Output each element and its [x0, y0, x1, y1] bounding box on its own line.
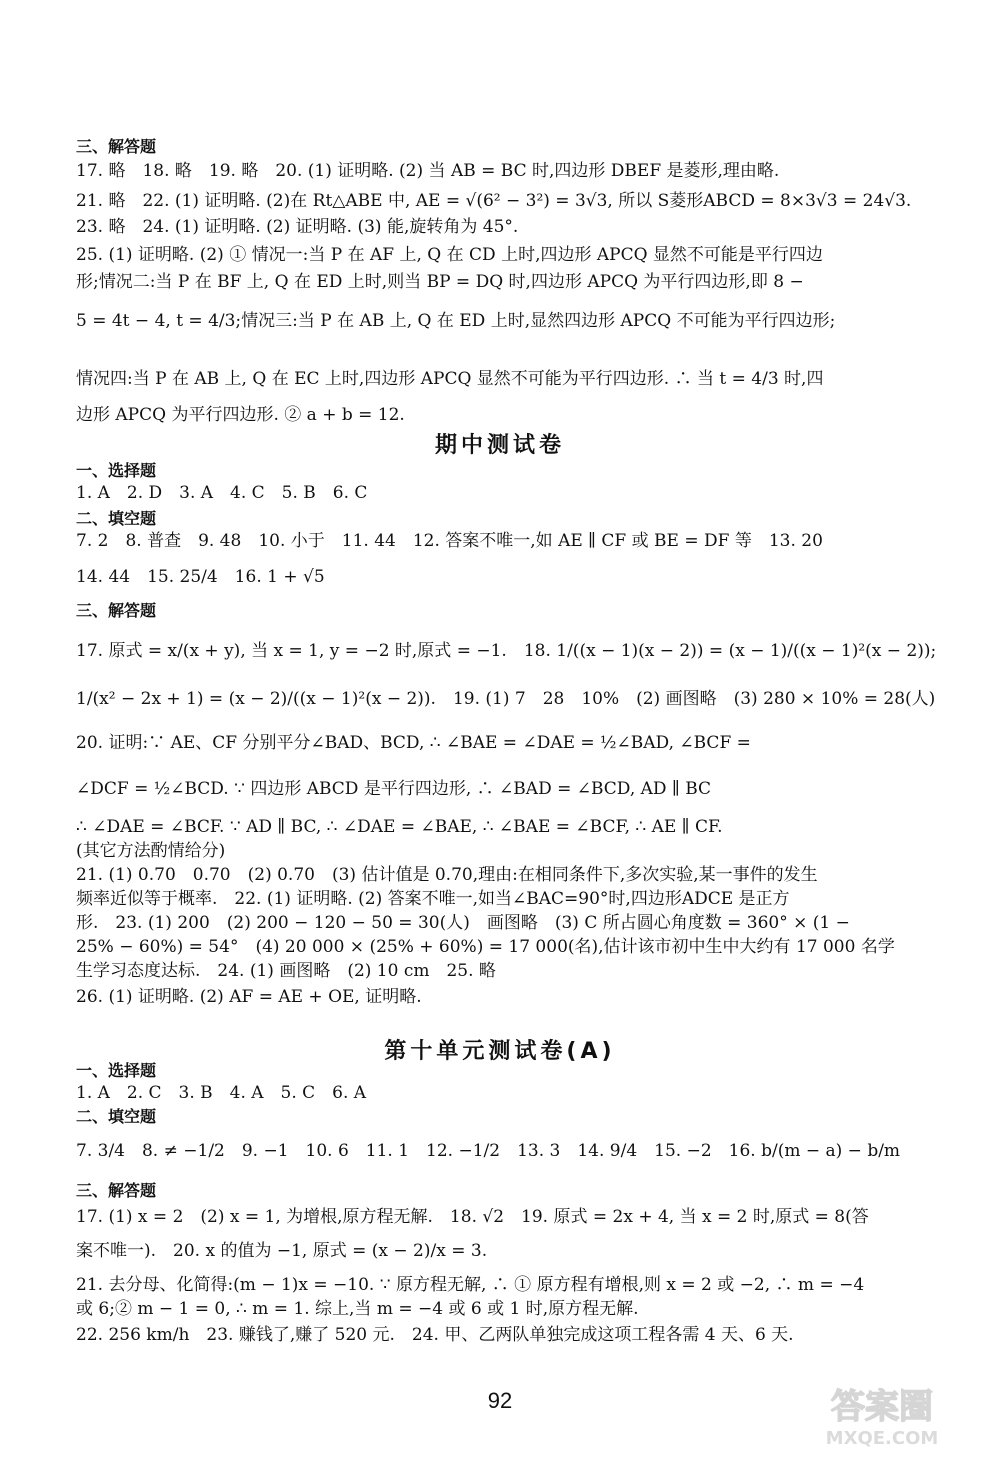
answer-line: 7. 3/4 8. ≠ −1/2 9. −1 10. 6 11. 1 12. −1/2 13. 3 14. 9/4 15. −2 16. b/(m − a) − b/m — [76, 1141, 901, 1161]
watermark-url: MXQE.COM — [825, 1428, 939, 1449]
answer-line: ∴ ∠DAE = ∠BCF. ∵ AD ∥ BC, ∴ ∠DAE = ∠BAE, ∴ ∠BAE = ∠BCF, ∴ AE ∥ CF. — [76, 817, 723, 837]
answer-line: (其它方法酌情给分) — [76, 841, 226, 861]
answer-line: 25% − 60%) = 54° (4) 20 000 × (25% + 60%) = 17 000(名),估计该市初中生中大约有 17 000 名学 — [76, 937, 895, 957]
section-heading: 二、填空题 — [76, 1107, 157, 1126]
answer-line: 5 = 4t − 4, t = 4/3;情况三:当 P 在 AB 上, Q 在 ED 上时,显然四边形 APCQ 不可能为平行四边形; — [76, 311, 836, 331]
watermark-logo — [782, 1380, 982, 1450]
answer-line: 17. 略 18. 略 19. 略 20. (1) 证明略. (2) 当 AB = BC 时,四边形 DBEF 是菱形,理由略. — [76, 161, 780, 181]
section-title-unit-ten: 第十单元测试卷(A) — [384, 1039, 616, 1064]
answer-line: 频率近似等于概率. 22. (1) 证明略. (2) 答案不唯一,如当∠BAC=90°时,四边形ADCE 是正方 — [76, 889, 790, 909]
answer-line: 20. 证明:∵ AE、CF 分别平分∠BAD、BCD, ∴ ∠BAE = ∠DAE = ½∠BAD, ∠BCF = — [76, 733, 751, 753]
answer-line: 25. (1) 证明略. (2) ① 情况一:当 P 在 AF 上, Q 在 CD 上时,四边形 APCQ 显然不可能是平行四边 — [76, 245, 823, 265]
section-title-midterm: 期中测试卷 — [434, 433, 565, 458]
answer-line: 21. 去分母、化简得:(m − 1)x = −10. ∵ 原方程无解, ∴ ① 原方程有增根,则 x = 2 或 −2, ∴ m = −4 — [76, 1275, 865, 1295]
section-heading: 三、解答题 — [76, 601, 157, 620]
answer-line: 7. 2 8. 普查 9. 48 10. 小于 11. 44 12. 答案不唯一,如 AE ∥ CF 或 BE = DF 等 13. 20 — [76, 531, 823, 551]
answer-line: 14. 44 15. 25/4 16. 1 + √5 — [76, 567, 325, 587]
answer-line: 形. 23. (1) 200 (2) 200 − 120 − 50 = 30(人) 画图略 (3) C 所占圆心角度数 = 360° × (1 − — [76, 913, 850, 933]
answer-line: 1. A 2. C 3. B 4. A 5. C 6. A — [76, 1083, 367, 1103]
answer-line: 边形 APCQ 为平行四边形. ② a + b = 12. — [76, 405, 405, 425]
answer-line: 23. 略 24. (1) 证明略. (2) 证明略. (3) 能,旋转角为 45°. — [76, 217, 519, 237]
answer-line: 26. (1) 证明略. (2) AF = AE + OE, 证明略. — [76, 987, 422, 1007]
answer-line: 22. 256 km/h 23. 赚钱了,赚了 520 元. 24. 甲、乙两队单独完成这项工程各需 4 天、6 天. — [76, 1325, 794, 1345]
answer-line: 1. A 2. D 3. A 4. C 5. B 6. C — [76, 483, 368, 503]
section-heading: 一、选择题 — [76, 461, 157, 480]
answer-line: 情况四:当 P 在 AB 上, Q 在 EC 上时,四边形 APCQ 显然不可能为平行四边形. ∴ 当 t = 4/3 时,四 — [76, 369, 824, 389]
page-number: 92 — [487, 1388, 513, 1413]
watermark-text: 答案圈 — [831, 1387, 933, 1427]
section-heading: 三、解答题 — [76, 137, 157, 156]
answer-line: 21. (1) 0.70 0.70 (2) 0.70 (3) 估计值是 0.70,理由:在相同条件下,多次实验,某一事件的发生 — [76, 865, 818, 885]
section-heading: 三、解答题 — [76, 1181, 157, 1200]
answer-line: ∠DCF = ½∠BCD. ∵ 四边形 ABCD 是平行四边形, ∴ ∠BAD = ∠BCD, AD ∥ BC — [76, 779, 712, 799]
section-heading: 二、填空题 — [76, 509, 157, 528]
answer-line: 或 6;② m − 1 = 0, ∴ m = 1. 综上,当 m = −4 或 6 或 1 时,原方程无解. — [76, 1299, 639, 1319]
answer-line: 1/(x² − 2x + 1) = (x − 2)/((x − 1)²(x − 2)). 19. (1) 7 28 10% (2) 画图略 (3) 280 × 10% = 28(人) — [76, 689, 936, 709]
answer-line: 案不唯一). 20. x 的值为 −1, 原式 = (x − 2)/x = 3. — [76, 1241, 488, 1261]
answer-line: 形;情况二:当 P 在 BF 上, Q 在 ED 上时,则当 BP = DQ 时,四边形 APCQ 为平行四边形,即 8 − — [76, 272, 804, 292]
answer-line: 生学习态度达标. 24. (1) 画图略 (2) 10 cm 25. 略 — [76, 961, 496, 981]
answer-line: 17. 原式 = x/(x + y), 当 x = 1, y = −2 时,原式 = −1. 18. 1/((x − 1)(x − 2)) = (x − 1)/((x − 1)²(x − 2)); — [76, 641, 937, 661]
answer-line: 17. (1) x = 2 (2) x = 1, 为增根,原方程无解. 18. √2 19. 原式 = 2x + 4, 当 x = 2 时,原式 = 8(答 — [76, 1207, 869, 1227]
section-heading: 一、选择题 — [76, 1061, 157, 1080]
answer-line: 21. 略 22. (1) 证明略. (2)在 Rt△ABE 中, AE = √(6² − 3²) = 3√3, 所以 S菱形ABCD = 8×3√3 = 24√3. — [76, 191, 912, 211]
